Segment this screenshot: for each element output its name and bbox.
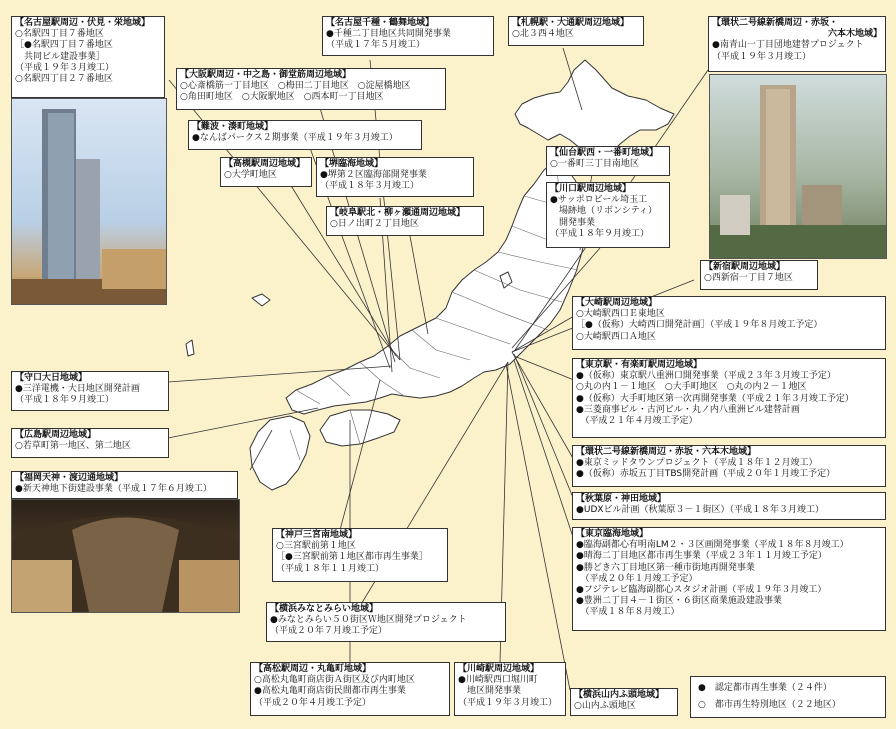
box-chikusa-tsurumai xyxy=(322,16,494,56)
box-line: （平成２１年４月竣工予定） xyxy=(576,416,698,427)
box-fukuoka-tenjin xyxy=(11,471,238,499)
box-line: ○名駅四丁目２７番地区 xyxy=(15,74,113,85)
box-line: ●南青山一丁目団地建替プロジェクト xyxy=(712,40,864,51)
box-title: 【新宿駅周辺地域】 xyxy=(704,262,786,272)
box-tokyo-yurakucho xyxy=(572,358,886,438)
box-shinbashi-akasaka-roppongi xyxy=(708,16,886,72)
box-title: 【環状二号線新橋周辺・赤坂・六本木地域】 xyxy=(576,447,757,457)
box-title-continued: 六本木地域】 xyxy=(827,29,882,40)
box-sendai xyxy=(546,146,670,176)
box-line: ○山内ふ頭地区 xyxy=(574,701,636,712)
box-title: 【横浜山内ふ頭地域】 xyxy=(574,690,665,700)
box-line: （平成１９年３月竣工） xyxy=(458,697,558,708)
box-line: ●三菱商事ビル・古河ビル・丸ノ内八重洲ビル建替計画 xyxy=(576,404,800,415)
legend-item-special-districts: ○ 都市再生特別地区（２２地区） xyxy=(698,700,841,710)
box-line: ●三洋電機・大日地区開発計画 xyxy=(15,384,140,395)
box-gifu xyxy=(326,206,484,236)
box-line: ●（仮称）東京駅八重洲口開発事業（平成２３年３月竣工予定） xyxy=(576,371,836,382)
box-title: 【秋葉原・神田地域】 xyxy=(576,494,667,504)
box-title: 【環状二号線新橋周辺・赤坂・ xyxy=(712,18,839,28)
box-title: 【大崎駅周辺地域】 xyxy=(576,298,658,308)
box-title: 【堺臨海地域】 xyxy=(320,159,384,169)
map-legend xyxy=(690,676,886,718)
box-title: 【岐阜駅北・柳ヶ瀬通周辺地域】 xyxy=(330,208,466,218)
legend-item-certified-projects: ● 認定都市再生事業（２４件） xyxy=(698,683,832,693)
box-sakai-rinkai xyxy=(316,157,474,197)
box-line: ●勝どき六丁目地区第一種市街地再開発事業 xyxy=(576,562,755,573)
box-line: ○大崎駅西口Ｅ東地区 xyxy=(576,309,665,320)
box-title: 【川口駅周辺地域】 xyxy=(550,184,632,194)
box-kawasaki xyxy=(454,662,566,716)
box-line: ●（仮称）赤坂五丁目TBS開発計画（平成２０年１月竣工予定） xyxy=(576,469,836,480)
box-line: ●豊洲二丁目４－１街区・６街区商業施設建設事業 xyxy=(576,596,782,607)
box-line: ［●（仮称）大崎西口開発計画］（平成１９年８月竣工予定） xyxy=(576,320,823,331)
box-line: ●サッポロビール埼玉工 xyxy=(550,195,648,206)
box-shinbashi-akasaka-roppongi-2 xyxy=(572,445,886,487)
box-line: ●堺第２区臨海部開発事業 xyxy=(320,170,427,181)
box-takatsuki xyxy=(220,157,312,187)
box-title: 【広島駅周辺地域】 xyxy=(15,430,97,440)
box-line: ○高松丸亀町商店街Ａ街区及び内町地区 xyxy=(254,675,415,686)
box-line: ○大崎駅西口Ａ地区 xyxy=(576,331,656,342)
box-line: ○名駅四丁目７番地区 xyxy=(15,29,104,40)
box-line: （平成１８年３月竣工） xyxy=(320,181,420,192)
box-line: ●千種二丁目地区共同開発事業 xyxy=(326,29,451,40)
box-title: 【高松駅周辺・丸亀町地域】 xyxy=(254,664,372,674)
box-hiroshima xyxy=(11,428,169,458)
box-osaka-nakanoshima-midosuji xyxy=(176,68,446,110)
box-tokyo-rinkai xyxy=(572,527,886,631)
box-kobe-sannomiya xyxy=(272,528,448,582)
box-line: ○三宮駅前第１地区 xyxy=(276,541,356,552)
box-line: （平成１８年１１月竣工） xyxy=(276,563,385,574)
box-line: ○丸の内１－１地区 ○大手町地区 ○丸の内２－１地区 xyxy=(576,382,807,393)
box-yokohama-minatomirai xyxy=(266,602,506,642)
nagoya-tower-photo xyxy=(11,98,167,305)
box-title: 【東京駅・有楽町駅周辺地域】 xyxy=(576,360,703,370)
leader-line xyxy=(410,236,428,334)
box-title: 【札幌駅・大通駅周辺地域】 xyxy=(512,18,630,28)
box-title: 【名古屋駅周辺・伏見・栄地域】 xyxy=(15,18,151,28)
box-moriguchi-dainichi xyxy=(11,371,169,411)
box-namba-minatomachi xyxy=(188,120,422,150)
box-line: ●東京ミッドタウンプロジェクト（平成１８年１２月竣工） xyxy=(576,458,818,469)
box-yokohama-yamanouchi xyxy=(570,688,678,716)
box-akihabara-kanda xyxy=(572,492,886,520)
box-line: 共同ビル建設事業］ xyxy=(15,51,106,62)
box-line: （平成２０年４月竣工予定） xyxy=(254,697,372,708)
box-line: （平成２０年７月竣工予定） xyxy=(270,626,388,637)
box-line: ●川崎駅西口堀川町 xyxy=(458,675,538,686)
box-sapporo xyxy=(508,16,644,46)
box-line: ○一番町三丁目南地区 xyxy=(550,159,639,170)
minami-aoyama-photo xyxy=(709,74,887,259)
box-title: 【守口大日地域】 xyxy=(15,373,88,383)
oki-islands xyxy=(252,294,270,306)
honshu xyxy=(286,160,586,414)
box-shinjuku xyxy=(700,260,818,290)
box-line: ●臨海副都心有明南LM２・３区画開発事業（平成１８年８月竣工） xyxy=(576,540,849,551)
box-title: 【仙台駅西・一番町地域】 xyxy=(550,148,659,158)
leader-line xyxy=(514,354,574,500)
box-line: 場跡地（リボンシティ） xyxy=(550,206,658,217)
box-title: 【神戸三宮南地域】 xyxy=(276,530,358,540)
box-title: 【福岡天神・渡辺通地域】 xyxy=(15,473,124,483)
box-line: （平成１８年９月竣工） xyxy=(15,395,115,406)
box-line: （平成１８年９月竣工） xyxy=(550,228,650,239)
tsushima-island xyxy=(186,340,194,356)
box-line: ○西新宿一丁目７地区 xyxy=(704,273,793,284)
box-title: 【難波・湊町地域】 xyxy=(192,122,274,132)
box-takamatsu-marugame xyxy=(250,662,450,716)
box-line: ○心斎橋筋一丁目地区 ○梅田二丁目地区 ○淀屋橋地区 xyxy=(180,81,411,92)
box-title: 【横浜みなとみらい地域】 xyxy=(270,604,379,614)
box-osaki xyxy=(572,296,886,350)
box-line: ○大学町地区 xyxy=(224,170,277,181)
box-title: 【東京臨海地域】 xyxy=(576,529,649,539)
box-line: 開発事業 xyxy=(550,217,596,228)
box-line: ［●三宮駅前第１地区都市再生事業］ xyxy=(276,552,428,563)
box-line: 地区開発事業 xyxy=(458,686,522,697)
box-line: （平成１８年８月竣工） xyxy=(576,607,680,618)
shikoku xyxy=(320,410,400,446)
box-line: ●晴海二丁目地区都市再生事業（平成２３年１１月竣工予定） xyxy=(576,551,827,562)
box-line: ●UDXビル計画（秋葉原３－１街区）（平成１８年３月竣工） xyxy=(576,505,825,516)
box-line: ●（仮称）大手町地区第一次再開発事業（平成２１年３月竣工予定） xyxy=(576,393,854,404)
box-line: ●新天神地下街建設事業（平成１７年６月竣工） xyxy=(15,484,212,495)
box-line: （平成１７年５月竣工） xyxy=(326,40,426,51)
box-line: ●高松丸亀町商店街民間都市再生事業 xyxy=(254,686,406,697)
box-line: ［●名駅四丁目７番地区 xyxy=(15,40,113,51)
box-title: 【大阪駅周辺・中之島・御堂筋周辺地域】 xyxy=(180,70,352,80)
box-title: 【川崎駅周辺地域】 xyxy=(458,664,540,674)
box-line: ●なんばパークス２期事業（平成１９年３月竣工） xyxy=(192,133,398,144)
box-line: ○日ノ出町２丁目地区 xyxy=(330,219,419,230)
box-line: ○若草町第一地区、第二地区 xyxy=(15,441,131,452)
box-line: ●フジテレビ臨海副都心スタジオ計画（平成１９年３月竣工） xyxy=(576,585,827,596)
box-title: 【高槻駅周辺地域】 xyxy=(224,159,306,169)
box-line: ○角田町地区 ○大阪駅地区 ○西本町一丁目地区 xyxy=(180,92,384,103)
box-nagoya-fushimi-sakae xyxy=(11,16,165,98)
box-line: （平成１９年３月竣工） xyxy=(15,62,115,73)
box-title: 【名古屋千種・鶴舞地域】 xyxy=(326,18,435,28)
tenjin-underground-photo xyxy=(11,499,240,613)
box-kawaguchi xyxy=(546,182,670,248)
box-line: ●みなとみらい５０街区Ｗ地区開発プロジェクト xyxy=(270,615,467,626)
box-line: （平成２０年１月竣工予定） xyxy=(576,573,698,584)
box-line: （平成１９年３月竣工） xyxy=(712,51,812,62)
box-line: ○北３西４地区 xyxy=(512,29,574,40)
